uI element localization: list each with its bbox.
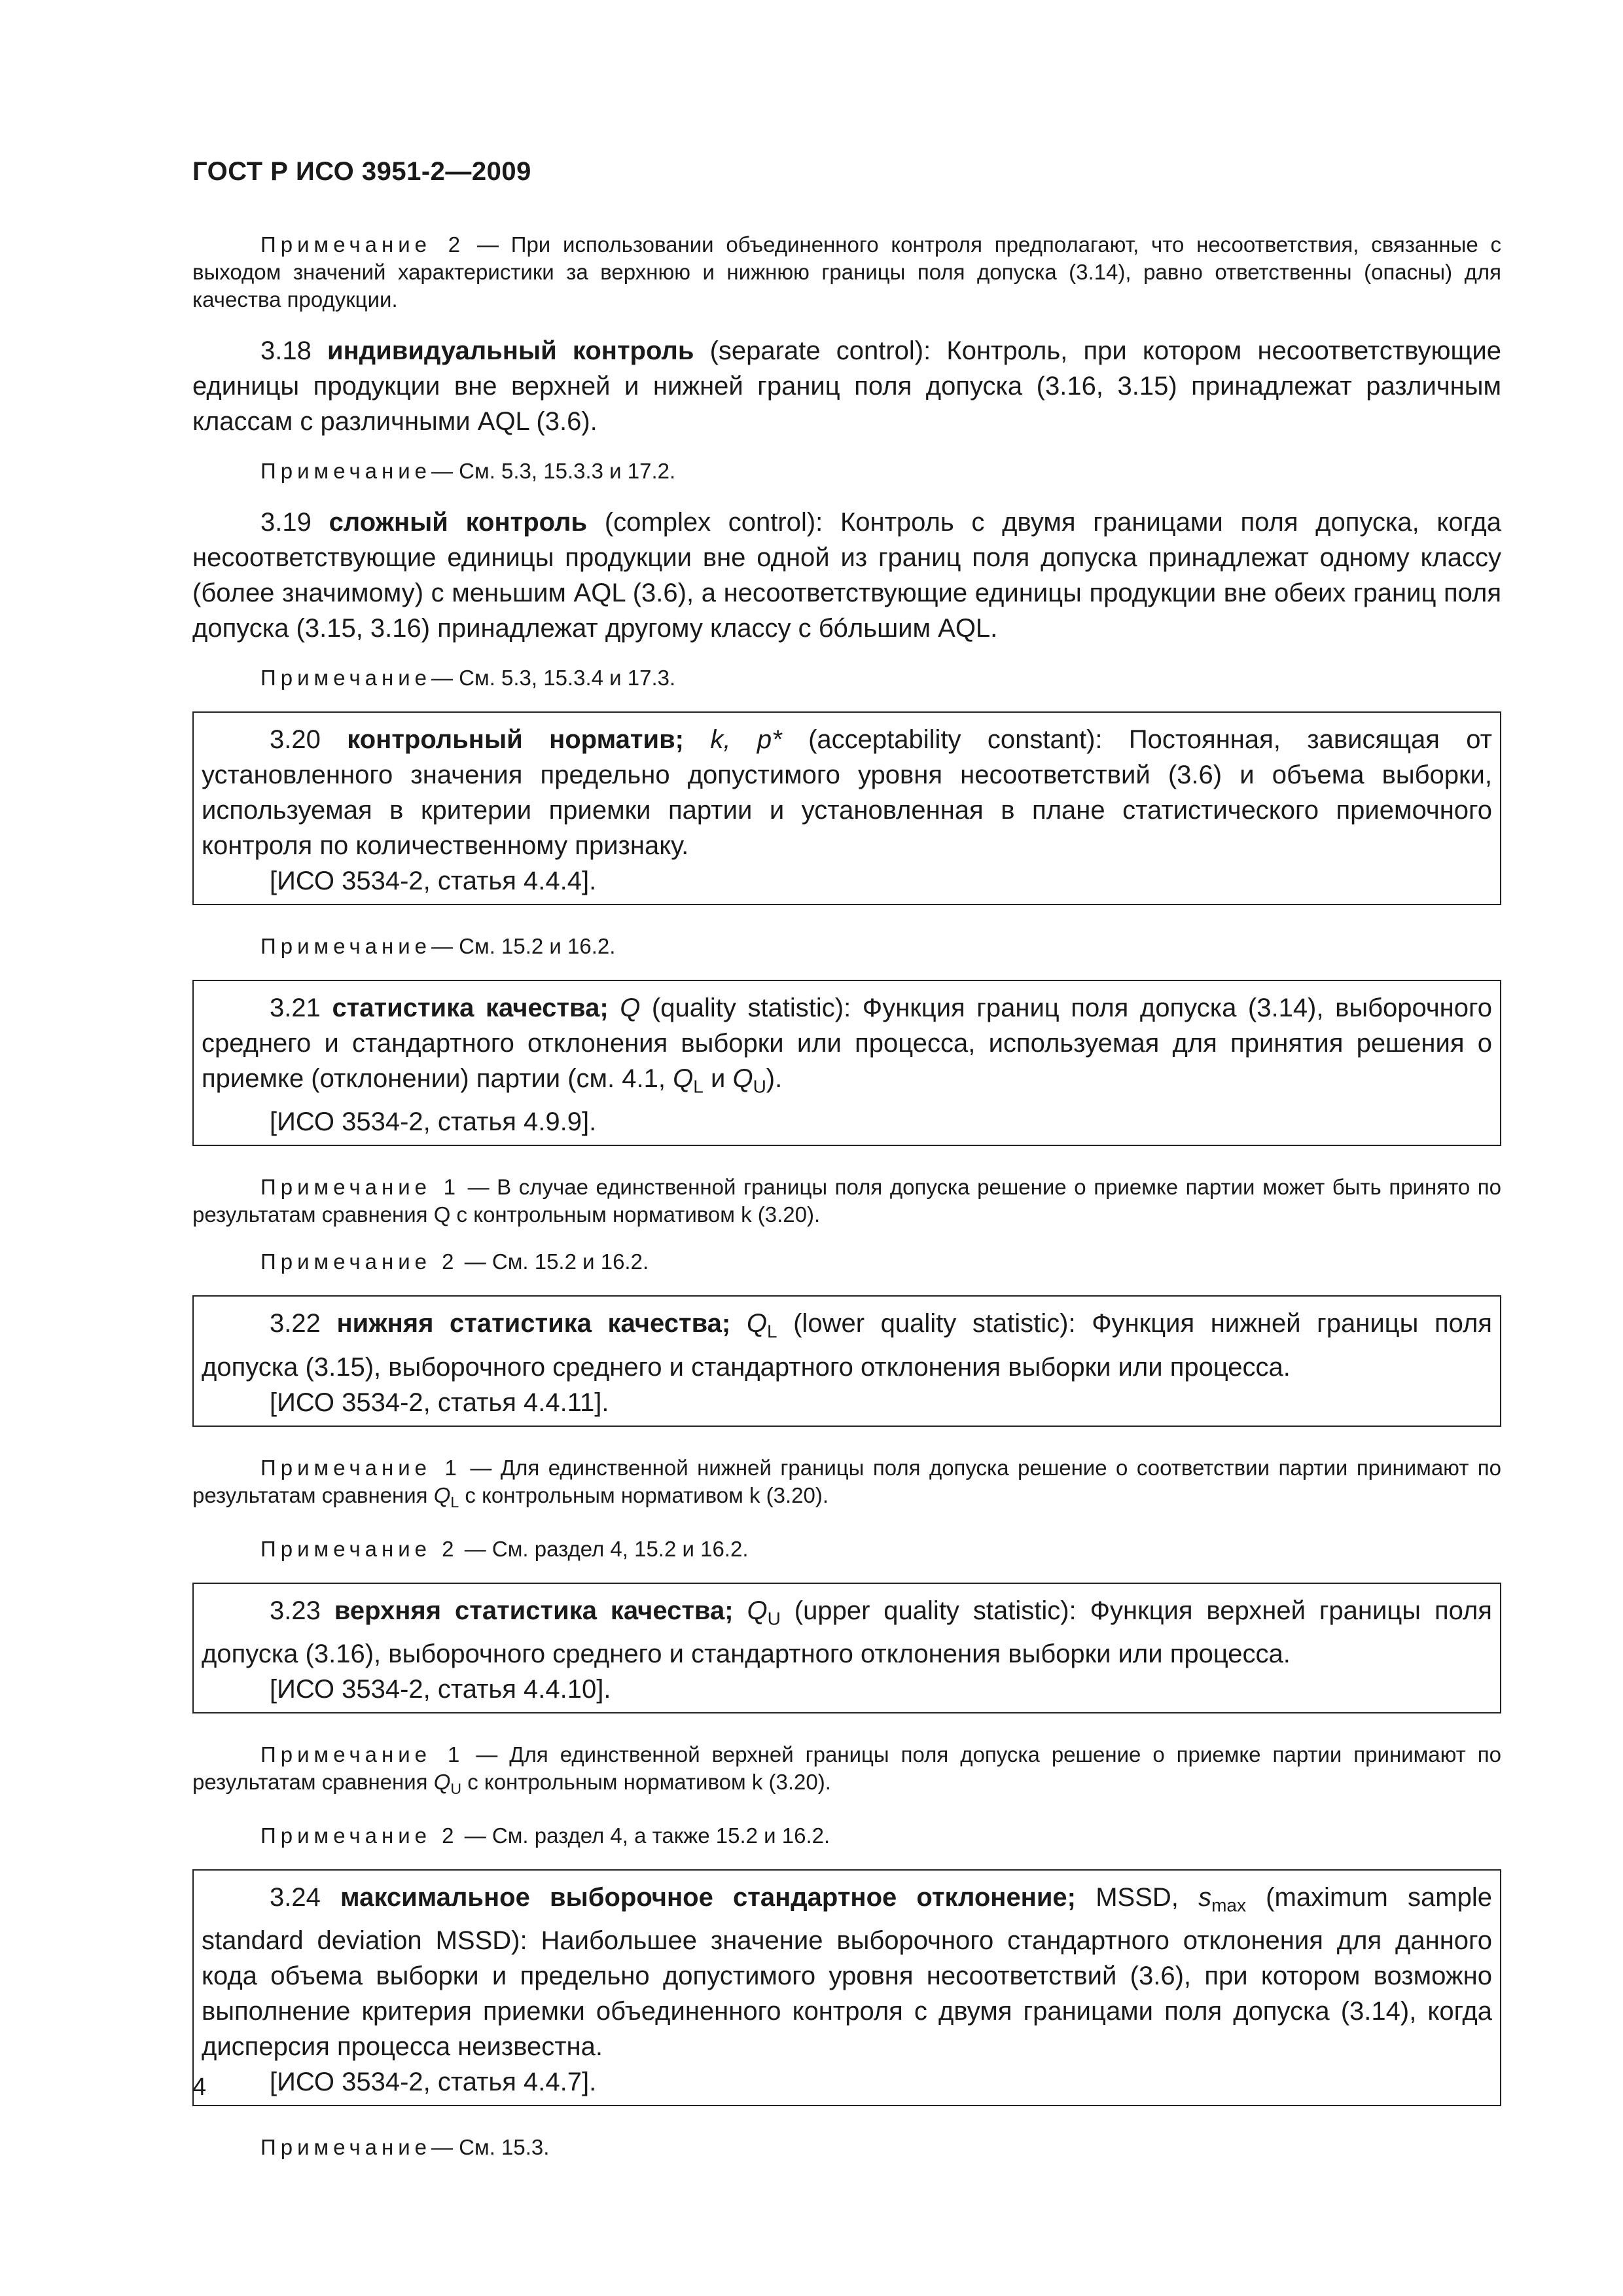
- note-text: — См. 5.3, 15.3.4 и 17.3.: [431, 666, 676, 690]
- subscript-l: L: [693, 1076, 704, 1097]
- note-3-18: [192, 457, 1501, 485]
- term-name: статистика качества;: [332, 994, 609, 1022]
- note-3-22-2: [192, 1535, 1501, 1563]
- note-text-end: с контрольным нормативом k (3.20).: [465, 1482, 829, 1507]
- term-3-21: [202, 990, 1492, 1104]
- term-number: 3.21: [270, 994, 321, 1022]
- note-3-22-1: [192, 1454, 1501, 1516]
- note-text: — При использовании объединенного контроля предполагают, что несоответствия, связанные с выходом значений характеристики за верхнюю и нижнюю границы поля допуска (3.14), равно ответственны (опасны) для качества продукции.: [192, 232, 1502, 312]
- term-definition: (upper quality statistic): Функция верхней границы поля допуска (3.16), выборочного среднего и стандартного отклонения выборки или процесса.: [202, 1596, 1492, 1669]
- note-label: Примечание 2: [260, 1536, 459, 1561]
- subscript-u: U: [767, 1608, 781, 1629]
- note-label: Примечание: [260, 934, 432, 958]
- note-label: Примечание 1: [260, 1175, 460, 1200]
- note-3-23-2: [192, 1822, 1501, 1850]
- term-definition: (separate control): Контроль, при котором несоответствующие единицы продукции вне верхней и нижней границ поля допуска (3.16, 3.15) принадлежат различным классам с различными AQL (3.6).: [192, 336, 1501, 436]
- term-definition: (lower quality statistic): Функция нижней границы поля допуска (3.15), выборочного среднего и стандартного отклонения выборки или процесса.: [202, 1309, 1492, 1382]
- subscript-u: U: [450, 1780, 462, 1798]
- term-name: максимальное выборочное стандартное отклонение;: [340, 1883, 1077, 1912]
- term-3-24: [202, 1880, 1492, 2064]
- note-label: Примечание: [260, 459, 432, 483]
- note-text: — См. 15.2 и 16.2.: [464, 1249, 649, 1274]
- document-header: ГОСТ Р ИСО 3951-2—2009: [192, 157, 531, 186]
- term-3-22: [202, 1306, 1492, 1384]
- s-symbol: s: [1198, 1883, 1212, 1912]
- term-number: 3.18: [260, 336, 312, 365]
- term-number: 3.24: [270, 1883, 321, 1912]
- q-symbol: Q: [673, 1064, 694, 1093]
- note-label: Примечание 1: [260, 1742, 465, 1767]
- term-3-19: [192, 505, 1501, 646]
- q-symbol: Q: [433, 1770, 451, 1795]
- term-reference: [ИСО 3534-2, статья 4.4.11].: [270, 1388, 609, 1417]
- note-3-23-1: [192, 1741, 1501, 1803]
- term-name: верхняя статистика качества;: [334, 1596, 734, 1625]
- subscript-l: L: [766, 1321, 777, 1342]
- term-definition: (maximum sample standard deviation MSSD): Наибольшее значение выборочного стандартного отклонения для данного кода объема выборки и предельно допустимого уровня несоответствий (3.6), при котором возможно выполнение критерия приемки объединенного контроля с двумя границами поля допуска (3.14), когда дисперсия процесса неизвестна.: [202, 1883, 1492, 2062]
- term-number: 3.19: [260, 508, 312, 537]
- note-label: Примечание: [260, 2135, 432, 2160]
- term-box-3-21: [192, 980, 1501, 1146]
- term-definition: (complex control): Контроль с двумя границами поля допуска, когда несоответствующие единицы продукции вне одной из границ поля допуска принадлежат одному классу (более значимому) с меньшим AQL (3.6), а несоответствующие единицы продукции вне обеих границ поля допуска (3.15, 3.16) принадлежат другому классу с бóльшим AQL.: [192, 508, 1501, 643]
- term-name: сложный контроль: [329, 508, 588, 537]
- term-box-3-24: [192, 1869, 1501, 2106]
- note-3-20: [192, 933, 1501, 960]
- note-3-19: [192, 664, 1501, 692]
- term-definition: (quality statistic): Функция границ поля допуска (3.14), выборочного среднего и стандартного отклонения выборки или процесса, используемая для принятия решения о приемке (отклонении) партии (см. 4.1,: [202, 994, 1492, 1093]
- term-symbol: k, p*: [710, 725, 782, 754]
- closing-text: ).: [766, 1064, 783, 1093]
- note-3-21-2: [192, 1248, 1501, 1276]
- note-text-end: с контрольным нормативом k (3.20).: [467, 1770, 831, 1795]
- term-reference: [ИСО 3534-2, статья 4.4.7].: [270, 2068, 597, 2097]
- document-page: [192, 157, 1501, 2181]
- conjunction: и: [710, 1064, 726, 1093]
- term-3-18: [192, 333, 1501, 439]
- subscript-u: U: [753, 1076, 766, 1097]
- note-text: — См. 15.3.: [431, 2135, 550, 2160]
- note-text: — В случае единственной границы поля допуска решение о приемке партии может быть принято по результатам сравнения Q с контрольным нормативом k (3.20).: [192, 1175, 1501, 1227]
- q-symbol: Q: [732, 1064, 753, 1093]
- term-box-3-20: [192, 711, 1501, 905]
- note-text: — См. раздел 4, 15.2 и 16.2.: [464, 1536, 749, 1561]
- page-number: 4: [192, 2073, 207, 2101]
- note-3-17-2: [192, 231, 1501, 314]
- note-label: Примечание 1: [260, 1455, 461, 1480]
- term-reference: [ИСО 3534-2, статья 4.4.10].: [270, 1675, 611, 1704]
- note-text: — См. 5.3, 15.3.3 и 17.2.: [431, 459, 676, 483]
- note-label: Примечание: [260, 666, 432, 690]
- note-3-21-1: [192, 1174, 1501, 1229]
- term-number: 3.22: [270, 1309, 321, 1338]
- note-text: — См. раздел 4, а также 15.2 и 16.2.: [464, 1823, 830, 1848]
- term-box-3-23: [192, 1583, 1501, 1713]
- term-3-23: [202, 1593, 1492, 1672]
- term-reference: [ИСО 3534-2, статья 4.9.9].: [270, 1107, 597, 1137]
- term-abbreviation: MSSD,: [1096, 1883, 1179, 1912]
- subscript-max: max: [1211, 1895, 1246, 1916]
- term-number: 3.23: [270, 1596, 321, 1625]
- note-text: — Для единственной нижней границы поля допуска решение о соответствии партии принимают по результатам сравнения: [192, 1455, 1502, 1507]
- note-text: — См. 15.2 и 16.2.: [431, 934, 616, 958]
- q-symbol: Q: [433, 1482, 451, 1507]
- term-name: индивидуальный контроль: [327, 336, 694, 365]
- note-label: Примечание 2: [260, 1823, 459, 1848]
- subscript-l: L: [450, 1493, 459, 1511]
- term-symbol: Q: [620, 994, 641, 1022]
- q-symbol: Q: [746, 1309, 767, 1338]
- note-3-24: [192, 2134, 1501, 2161]
- note-text: — Для единственной верхней границы поля допуска решение о приемке партии принимают по результатам сравнения: [192, 1742, 1501, 1795]
- term-name: контрольный норматив;: [347, 725, 684, 754]
- term-box-3-22: [192, 1295, 1501, 1426]
- term-3-20: [202, 722, 1492, 863]
- term-number: 3.20: [270, 725, 321, 754]
- term-reference: [ИСО 3534-2, статья 4.4.4].: [270, 867, 597, 895]
- q-symbol: Q: [747, 1596, 768, 1625]
- term-name: нижняя статистика качества;: [336, 1309, 731, 1338]
- note-label: Примечание 2: [260, 232, 465, 257]
- term-definition: (acceptability constant): Постоянная, зависящая от установленного значения предельно допустимого уровня несоответствий (3.6) и объема выборки, используемая в критерии приемки партии и установленная в плане статистического приемочного контроля по количественному признаку.: [202, 725, 1492, 860]
- note-label: Примечание 2: [260, 1249, 459, 1274]
